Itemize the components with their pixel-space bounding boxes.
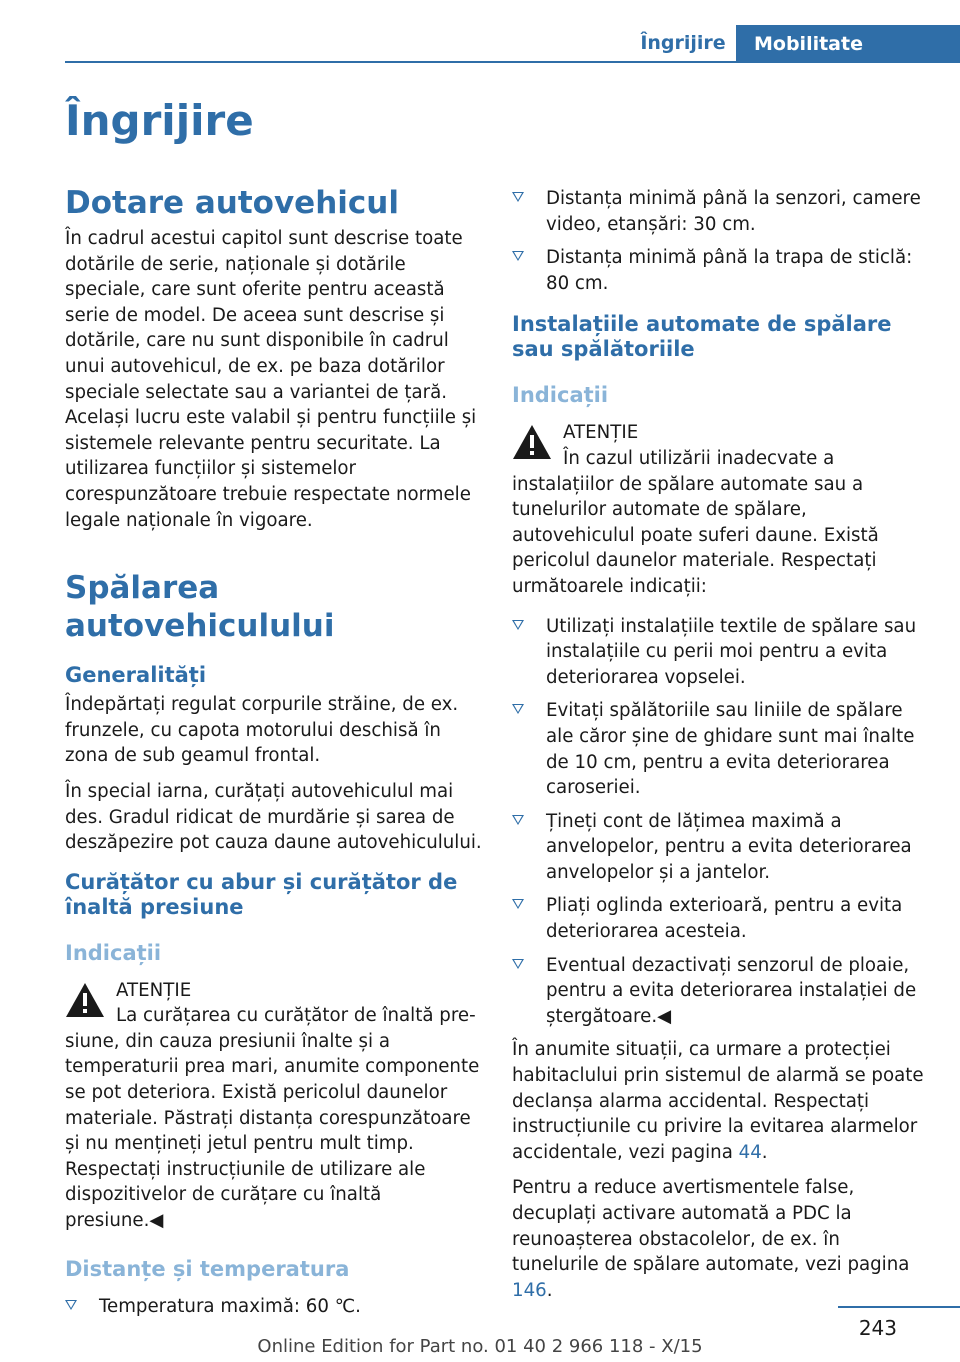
warning-label-left: ATENȚIE [116, 979, 192, 1001]
heading-indicatii-left: Indicații [65, 940, 162, 965]
list-item: Țineți cont de lățimea maximă a anvelopelor, pentru a evita deteriorarea anvelopelor și a jantelor. [512, 809, 932, 886]
bullet-arrow-icon [512, 815, 524, 825]
list-item: Pliați oglinda exterioară, pentru a evita deteriorarea acesteia. [512, 893, 932, 944]
list-item: Distanța minimă până la senzori, camere video, etanșări: 30 cm. [512, 186, 932, 237]
list-item: Utilizați instalațiile textile de spălare sau instalațiile cu perii moi pentru a evita deteriorarea vopselei. [512, 614, 932, 691]
footer-rule [838, 1306, 960, 1308]
page-link-146[interactable]: 146 [512, 1279, 547, 1301]
right-column [512, 186, 932, 1313]
bullet-arrow-icon [512, 899, 524, 909]
bullet-arrow-icon [512, 959, 524, 969]
page-link-44[interactable]: 44 [738, 1141, 762, 1163]
heading-instalatii: Instalațiile automate de spălare sau spălătoriile [512, 312, 892, 362]
bullet-list-washing [512, 614, 932, 1030]
heading-dotare-autovehicul: Dotare autovehicul [65, 185, 399, 221]
paragraph-generalitati-1: Îndepărtați regulat corpurile străine, de ex. frunzele, cu capota motorului deschisă în zona de sub geamul frontal. [65, 694, 459, 767]
heading-curatator: Curățător cu abur și curățător de înaltă presiune [65, 869, 458, 919]
list-item: Temperatura maximă: 60 ℃. [65, 1294, 483, 1320]
bullet-list-temperature [65, 1294, 483, 1320]
warning-text-right: În cazul utilizării inadecvate a instalațiilor de spălare automate sau a tunelurilor automate de spălare, autovehiculul poate suferi daune. Există pericolul daunelor materiale. Respectați următoarele indicații: [512, 447, 879, 597]
header-tab-ingrijire[interactable]: Îngrijire [640, 32, 726, 54]
edition-footer: Online Edition for Part no. 01 40 2 966 118 - X/15 [257, 1336, 703, 1357]
heading-distante: Distanțe și temperatura [65, 1256, 350, 1281]
heading-indicatii-right: Indicații [512, 383, 609, 408]
paragraph-dotare: În cadrul acestui capitol sunt descrise toate dotările de serie, naționale și dotările speciale, care sunt oferite pentru această serie de model. De aceea sunt descrise și dotările, care nu sunt disponibile în cadrul unui autovehicul, de ex. pe baza dotărilor speciale selectate sau a variantei de țară. Același lucru este valabil și pentru funcțiile și sistemele relevante pentru securitate. La utilizarea funcțiilor și sistemelor corespunzătoare trebuie respectate normele legale naționale în vigoare. [65, 228, 477, 531]
paragraph-alarm: În anumite situații, ca urmare a protecției habitaclului prin sistemul de alarmă se poate declanșa alarma accidental. Respectați instrucțiunile cu privire la evitarea alarmelor accidentale, vezi pagina 44. [512, 1039, 924, 1163]
bullet-arrow-icon [65, 1300, 77, 1310]
warning-block-right [512, 420, 932, 599]
warning-label-right: ATENȚIE [563, 422, 639, 444]
warning-text-left: La curățarea cu curățător de înaltă presiune, din cauza presiunii înalte și a temperaturii prea mari, anumite componente se pot deteriora. Există pericolul daunelor materiale. Păstrați distanța corespunzătoare și nu mențineți jetul pentru mult timp. Respectați instrucțiunile de utilizare ale dispozitivelor de curățare cu înaltă presiune.◀ [65, 1005, 480, 1232]
heading-spalarea: Spălarea autovehiculului [65, 570, 335, 645]
list-item: Eventual dezactivați senzorul de ploaie, pentru a evita deteriorarea instalației de ștergătoare.◀ [512, 953, 932, 1030]
bullet-arrow-icon [512, 192, 524, 202]
left-column [65, 184, 483, 1327]
page-number: 243 [858, 1316, 897, 1340]
paragraph-pdc: Pentru a reduce avertismentele false, decuplați activare automată a PDC la reunoașterea obstacolelor, de ex. în tunelurile de spălare automate, vezi pagina 146. [512, 1177, 910, 1301]
bullet-arrow-icon [512, 620, 524, 630]
paragraph-generalitati-2: În special iarna, curățați autovehiculul mai des. Gradul ridicat de murdărie și sarea de deszăpezire pot cauza daune autovehiculului. [65, 780, 482, 854]
bullet-arrow-icon [512, 251, 524, 261]
warning-triangle-icon [512, 424, 552, 460]
chapter-title: Îngrijire [65, 96, 254, 145]
warning-triangle-icon [65, 982, 105, 1018]
header-tab-mobilitate[interactable]: Mobilitate [736, 25, 960, 63]
bullet-list-distances [512, 186, 932, 296]
bullet-arrow-icon [512, 704, 524, 714]
list-item: Evitați spălătoriile sau liniile de spălare ale căror șine de ghidare sunt mai înalte de 10 cm, pentru a evita deteriorarea caroseriei. [512, 698, 932, 800]
list-item: Distanța minimă până la trapa de sticlă: 80 cm. [512, 245, 932, 296]
warning-block-left [65, 978, 483, 1234]
heading-generalitati: Generalități [65, 663, 207, 688]
